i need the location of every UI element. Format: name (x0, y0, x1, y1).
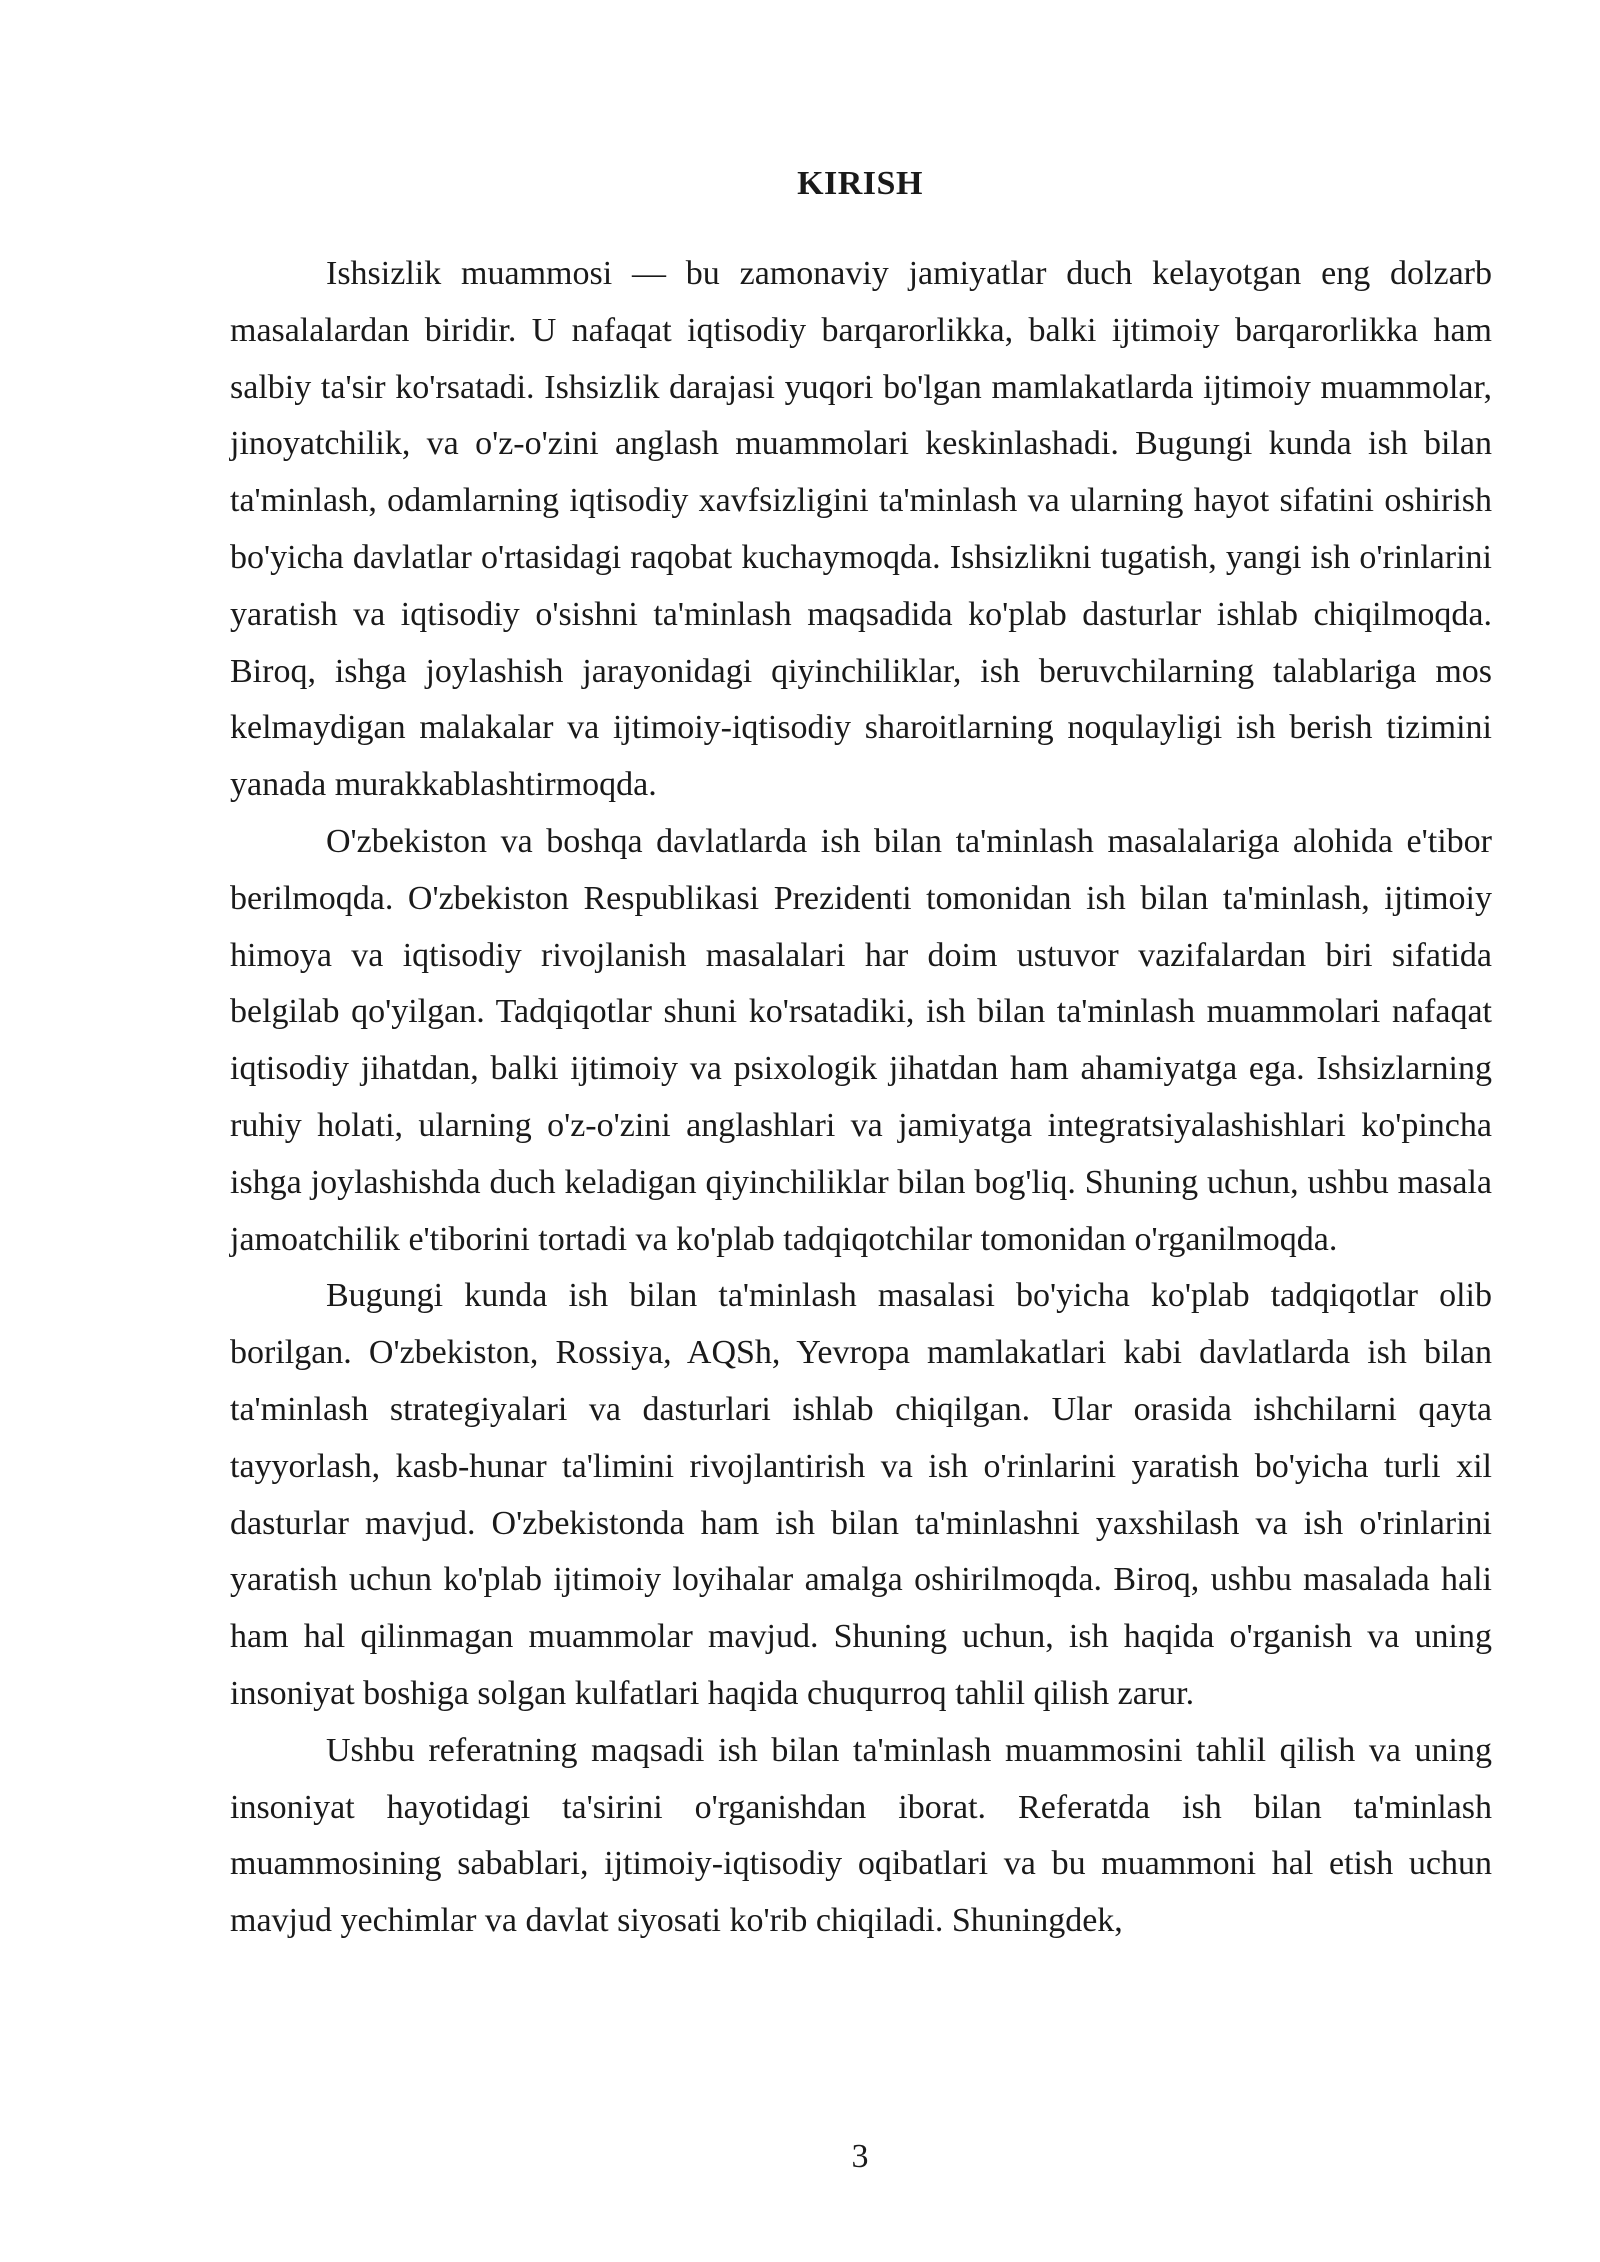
paragraph-2: O'zbekiston va boshqa davlatlarda ish bilan ta'minlash masalalariga alohida e'tibor berilmoqda. O'zbekiston Respublikasi Prezidenti tomonidan ish bilan ta'minlash, ijtimoiy himoya va iqtisodiy rivojlanish masalalari har doim ustuvor vazifalardan biri sifatida belgilab qo'yilgan. Tadqiqotlar shuni ko'rsatadiki, ish bilan ta'minlash muammolari nafaqat iqtisodiy jihatdan, balki ijtimoiy va psixologik jihatdan ham ahamiyatga ega. Ishsizlarning ruhiy holati, ularning o'z-o'zini anglashlari va jamiyatga integratsiyalashishlari ko'pincha ishga joylashishda duch keladigan qiyinchiliklar bilan bog'liq. Shuning uchun, ushbu masala jamoatchilik e'tiborini tortadi va ko'plab tadqiqotchilar tomonidan o'rganilmoqda. (230, 822, 1492, 1258)
page-number: 3 (851, 2138, 869, 2175)
section-heading: KIRISH (797, 165, 923, 202)
paragraph-3: Bugungi kunda ish bilan ta'minlash masalasi bo'yicha ko'plab tadqiqotlar olib borilgan. O'zbekiston, Rossiya, AQSh, Yevropa mamlakatlari kabi davlatlarda ish bilan ta'minlash strategiyalari va dasturlari ishlab chiqilgan. Ular orasida ishchilarni qayta tayyorlash, kasb-hunar ta'limini rivojlantirish va ish o'rinlarini yaratish bo'yicha turli xil dasturlar mavjud. O'zbekistonda ham ish bilan ta'minlashni yaxshilash va ish o'rinlarini yaratish uchun ko'plab ijtimoiy loyihalar amalga oshirilmoqda. Biroq, ushbu masalada hali ham hal qilinmagan muammolar mavjud. Shuning uchun, ish haqida o'rganish va uning insoniyat boshiga solgan kulfatlari haqida chuqurroq tahlil qilish zarur. (230, 1277, 1492, 1712)
body-text (230, 246, 1492, 1950)
paragraph-1: Ishsizlik muammosi — bu zamonaviy jamiyatlar duch kelayotgan eng dolzarb masalalardan biridir. U nafaqat iqtisodiy barqarorlikka, balki ijtimoiy barqarorlikka ham salbiy ta'sir ko'rsatadi. Ishsizlik darajasi yuqori bo'lgan mamlakatlarda ijtimoiy muammolar, jinoyatchilik, va o'z-o'zini anglash muammolari keskinlashadi. Bugungi kunda ish bilan ta'minlash, odamlarning iqtisodiy xavfsizligini ta'minlash va ularning hayot sifatini oshirish bo'yicha davlatlar o'rtasidagi raqobat kuchaymoqda. Ishsizlikni tugatish, yangi ish o'rinlarini yaratish va iqtisodiy o'sishni ta'minlash maqsadida ko'plab dasturlar ishlab chiqilmoqda. Biroq, ishga joylashish jarayonidagi qiyinchiliklar, ish beruvchilarning talablariga mos kelmaydigan malakalar va ijtimoiy-iqtisodiy sharoitlarning noqulayligi ish berish tizimini yanada murakkablashtirmoqda. (230, 255, 1492, 804)
paragraph-4: Ushbu referatning maqsadi ish bilan ta'minlash muammosini tahlil qilish va uning insoniyat hayotidagi ta'sirini o'rganishdan iborat. Referatda ish bilan ta'minlash muammosining sabablari, ijtimoiy-iqtisodiy oqibatlari va bu muammoni hal etish uchun mavjud yechimlar va davlat siyosati ko'rib chiqiladi. Shuningdek, (230, 1731, 1492, 1940)
